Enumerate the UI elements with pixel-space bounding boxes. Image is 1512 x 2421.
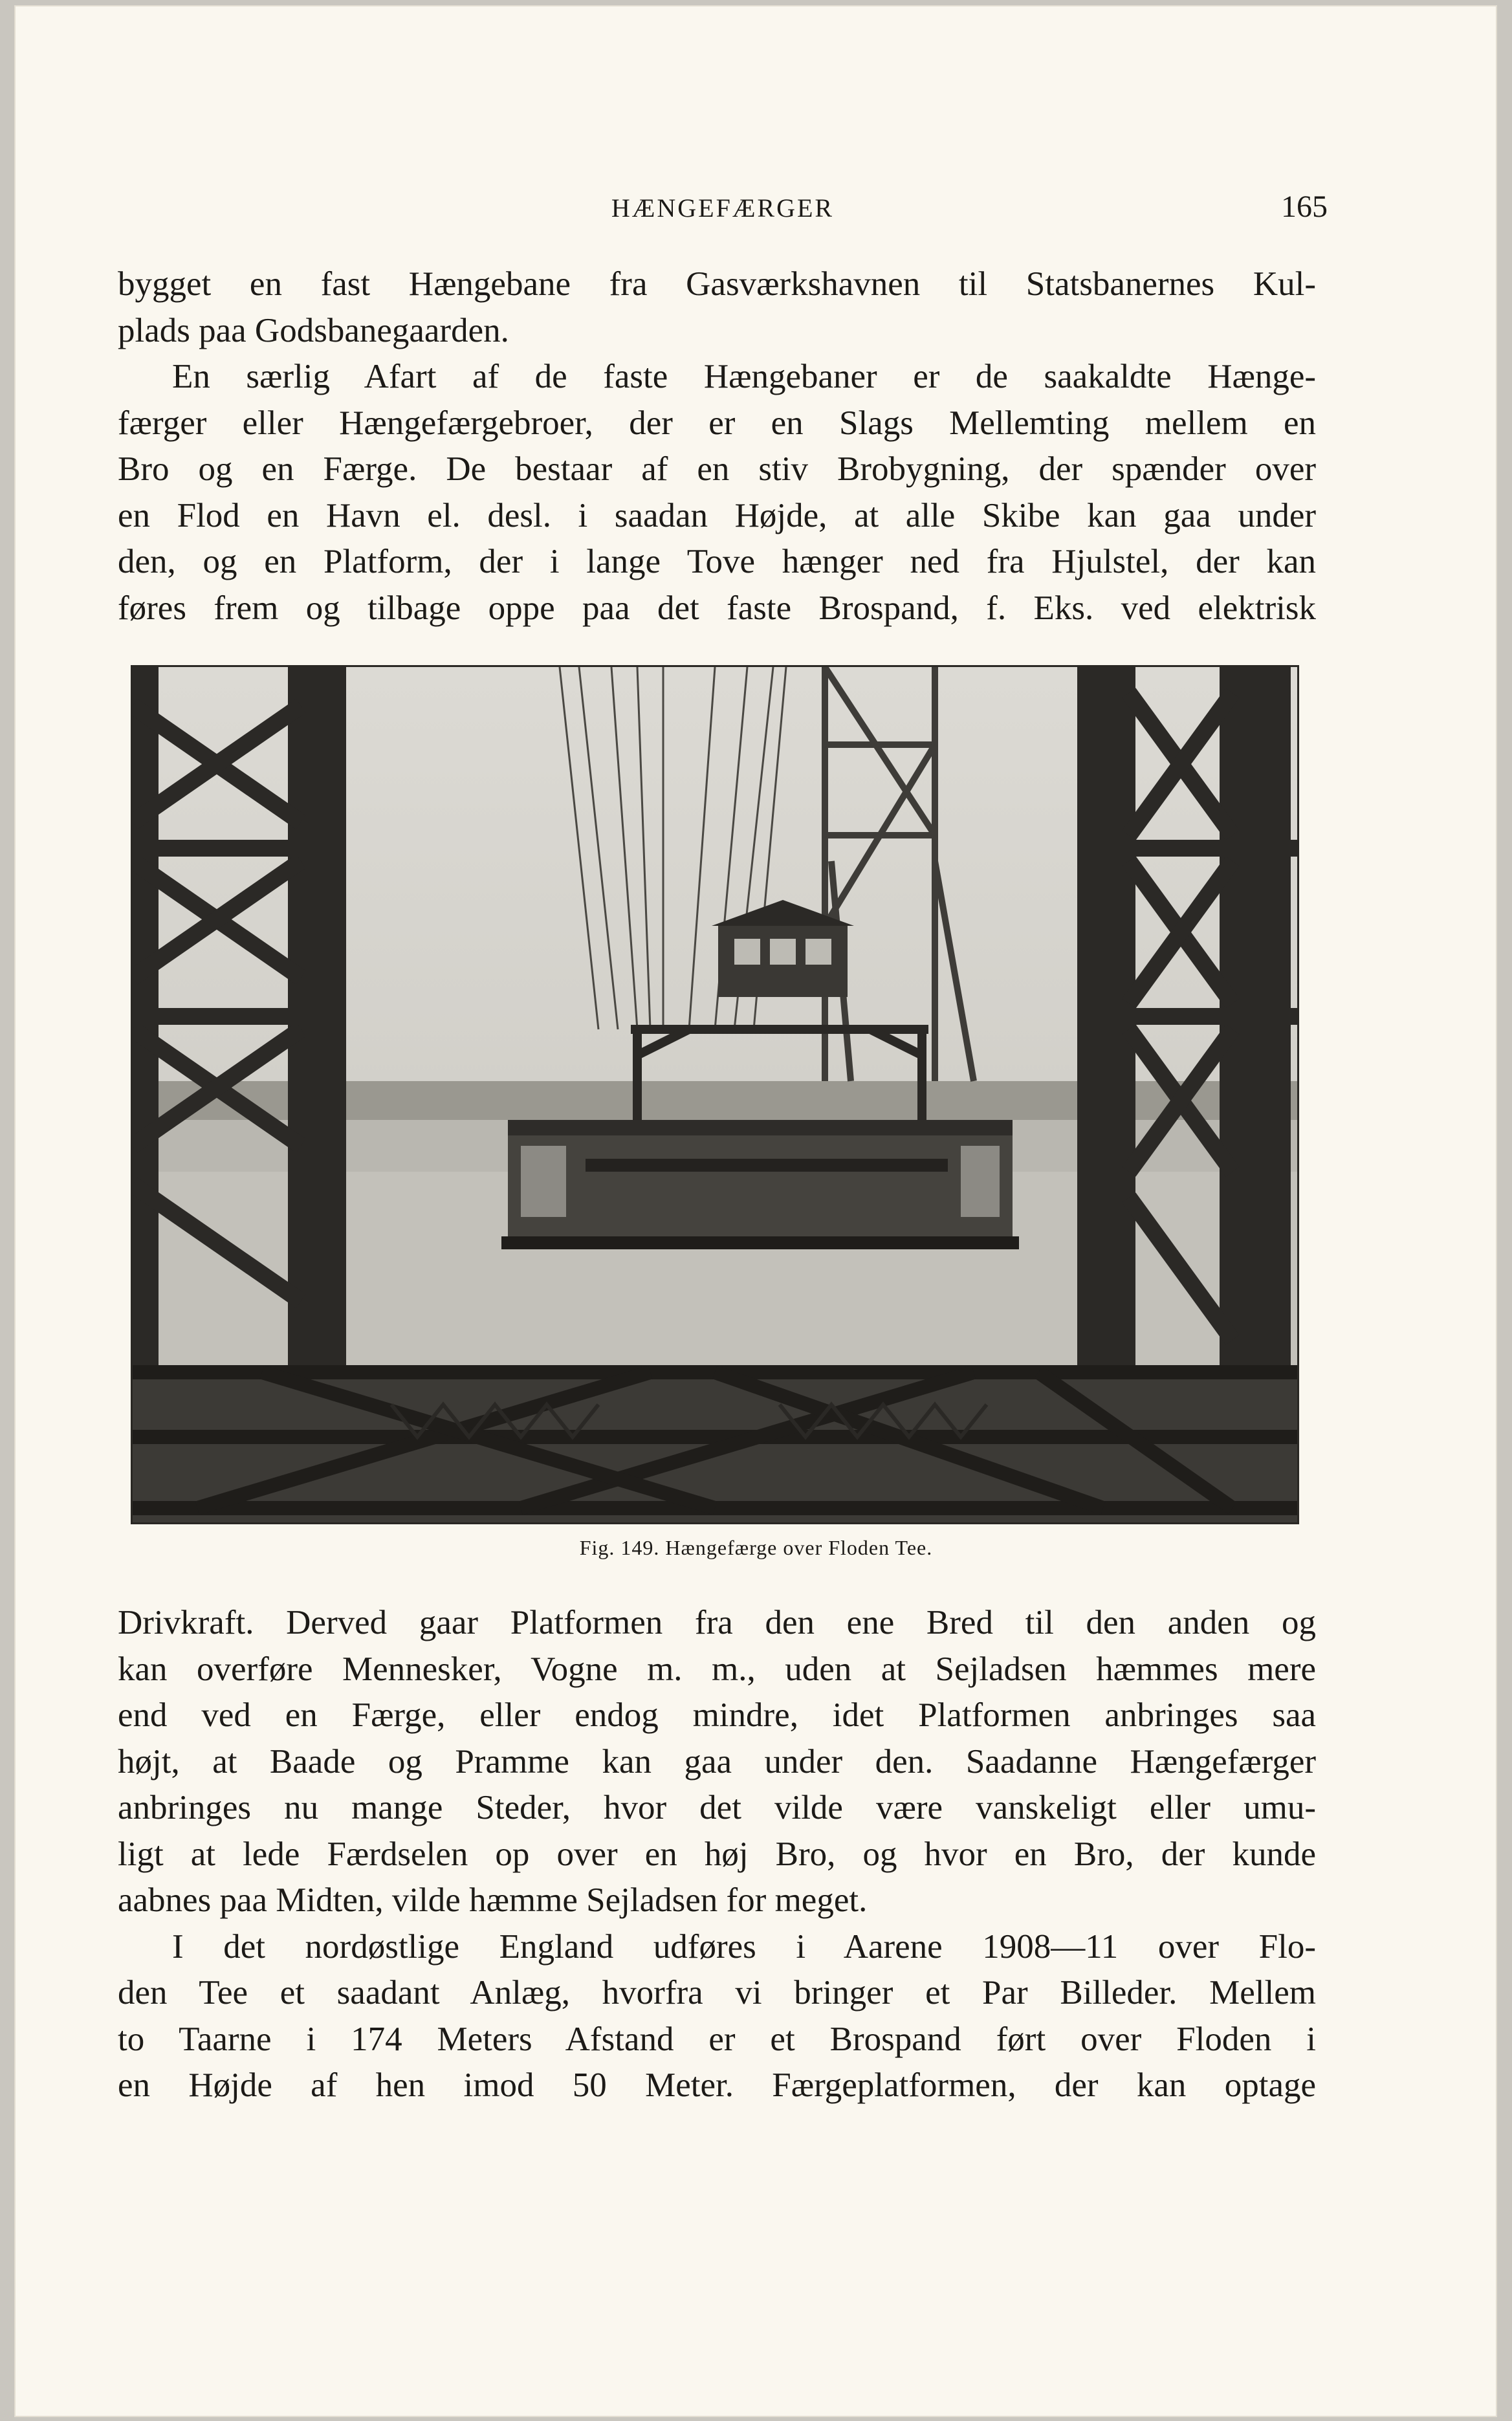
text-line: den, og en Platform, der i lange Tove hænger ned fra Hjulstel, der kan xyxy=(118,543,1316,580)
text-line: I det nordøstlige England udføres i Aarene 1908—11 over Flo- xyxy=(172,1927,1316,1966)
text-line: ligt at lede Færdselen op over en høj Bro, og hvor en Bro, der kunde xyxy=(118,1835,1316,1873)
text-line: plads paa Godsbanegaarden. xyxy=(118,311,509,349)
text-line: bygget en fast Hængebane fra Gasværkshavnen til Statsbanernes Kul- xyxy=(118,265,1316,303)
text-line: føres frem og tilbage oppe paa det faste Brospand, f. Eks. ved elektrisk xyxy=(118,589,1316,627)
text-line: Drivkraft. Derved gaar Platformen fra den ene Bred til den anden og xyxy=(118,1604,1316,1641)
text-line: En særlig Afart af de faste Hængebaner er de saakaldte Hænge- xyxy=(172,358,1316,395)
text-line: en Højde af hen imod 50 Meter. Færgeplatformen, der kan optage xyxy=(118,2066,1316,2104)
text-line: to Taarne i 174 Meters Afstand er et Brospand ført over Floden i xyxy=(118,2020,1316,2058)
running-head: HÆNGEFÆRGER xyxy=(611,193,835,223)
page-number: 165 xyxy=(1281,190,1328,224)
text-line: Bro og en Færge. De bestaar af en stiv Brobygning, der spænder over xyxy=(118,450,1316,488)
text-line: end ved en Færge, eller endog mindre, idet Platformen anbringes saa xyxy=(118,1696,1316,1734)
text-line: højt, at Baade og Pramme kan gaa under den. Saadanne Hængefærger xyxy=(118,1742,1316,1780)
text-line: en Flod en Havn el. desl. i saadan Højde, at alle Skibe kan gaa under xyxy=(118,496,1316,534)
figure-caption: Fig. 149. Hængefærge over Floden Tee. xyxy=(579,1536,933,1559)
text-line: færger eller Hængefærgebroer, der er en Slags Mellemting mellem en xyxy=(118,404,1316,442)
figure-transporter-bridge-photo xyxy=(131,665,1299,1524)
transporter-bridge-illustration xyxy=(133,667,1297,1522)
text-line: anbringes nu mange Steder, hvor det vilde være vanskeligt eller umu- xyxy=(118,1789,1316,1826)
text-line: kan overføre Mennesker, Vogne m. m., uden at Sejladsen hæmmes mere xyxy=(118,1650,1316,1688)
text-line: den Tee et saadant Anlæg, hvorfra vi bringer et Par Billeder. Mellem xyxy=(118,1974,1316,2011)
text-block-bottom xyxy=(118,1600,1316,2109)
text-block-top xyxy=(118,261,1316,631)
text-line: aabnes paa Midten, vilde hæmme Sejladsen for meget. xyxy=(118,1881,868,1919)
page-header xyxy=(118,192,1328,230)
